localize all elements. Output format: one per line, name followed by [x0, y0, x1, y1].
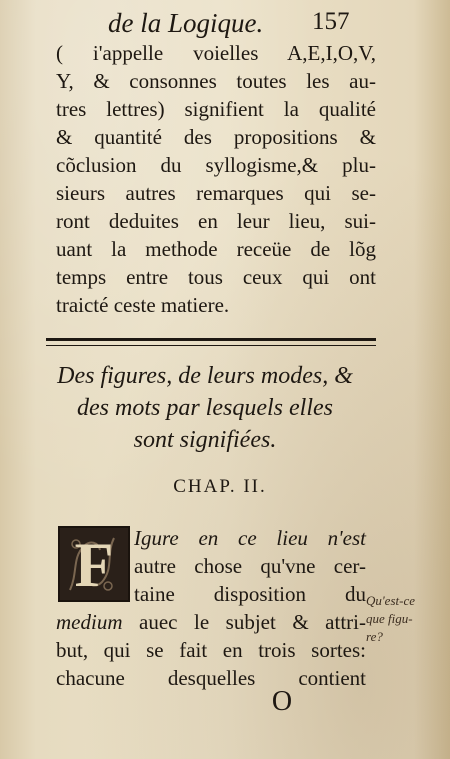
marginal-note — [366, 592, 436, 646]
text-line: Y, & consonnes toutes les au- — [56, 69, 376, 93]
heading-line: sont signifiées. — [133, 427, 277, 453]
running-header — [90, 6, 390, 40]
text-line: sieurs autres remarques qui se- — [56, 181, 376, 205]
text-line: but, qui se fait en trois sortes: — [56, 638, 366, 662]
text-line: traicté ceste matiere. — [56, 293, 230, 317]
note-line: Qu'est-ce — [366, 593, 415, 608]
heading-line: des mots par lesquels elles — [77, 395, 333, 421]
italic-term: medium — [56, 610, 123, 634]
text-line — [56, 524, 366, 552]
paragraph-top — [56, 39, 376, 319]
page-number: 157 — [312, 8, 350, 35]
running-title: de la Logique. — [108, 8, 264, 38]
text-line: uant la methode receüe de lõg — [56, 237, 376, 261]
signature-mark: O — [271, 686, 293, 717]
heading-line: Des figures, de leurs modes, & — [57, 363, 353, 389]
text-fragment: auec le subjet & attri- — [122, 610, 366, 634]
section-divider — [46, 338, 376, 346]
text-line: temps entre tous ceux qui ont — [56, 265, 376, 289]
note-line: que figu- — [366, 611, 413, 626]
text-line: ( i'appelle voielles A,E,I,O,V, — [56, 41, 376, 65]
chapter-label: CHAP. II. — [173, 476, 267, 497]
paragraph-chapter — [56, 524, 366, 692]
text-line: chacune desquelles contient — [56, 666, 366, 690]
section-heading — [40, 360, 370, 456]
initial-letter: F — [74, 529, 114, 600]
text-line — [56, 608, 366, 636]
text-line: & quantité des propositions & — [56, 125, 376, 149]
text-line: ront deduites en leur lieu, sui- — [56, 209, 376, 233]
text-line: tres lettres) signifient la qualité — [56, 97, 376, 121]
text-line: autre chose qu'vne cer- — [134, 554, 366, 578]
text-line: taine disposition du — [134, 582, 366, 606]
text-line: cõclusion du syllogisme,& plu- — [56, 153, 376, 177]
text-fragment: Igure en ce lieu n'est — [134, 526, 366, 550]
note-line: re? — [366, 629, 383, 644]
